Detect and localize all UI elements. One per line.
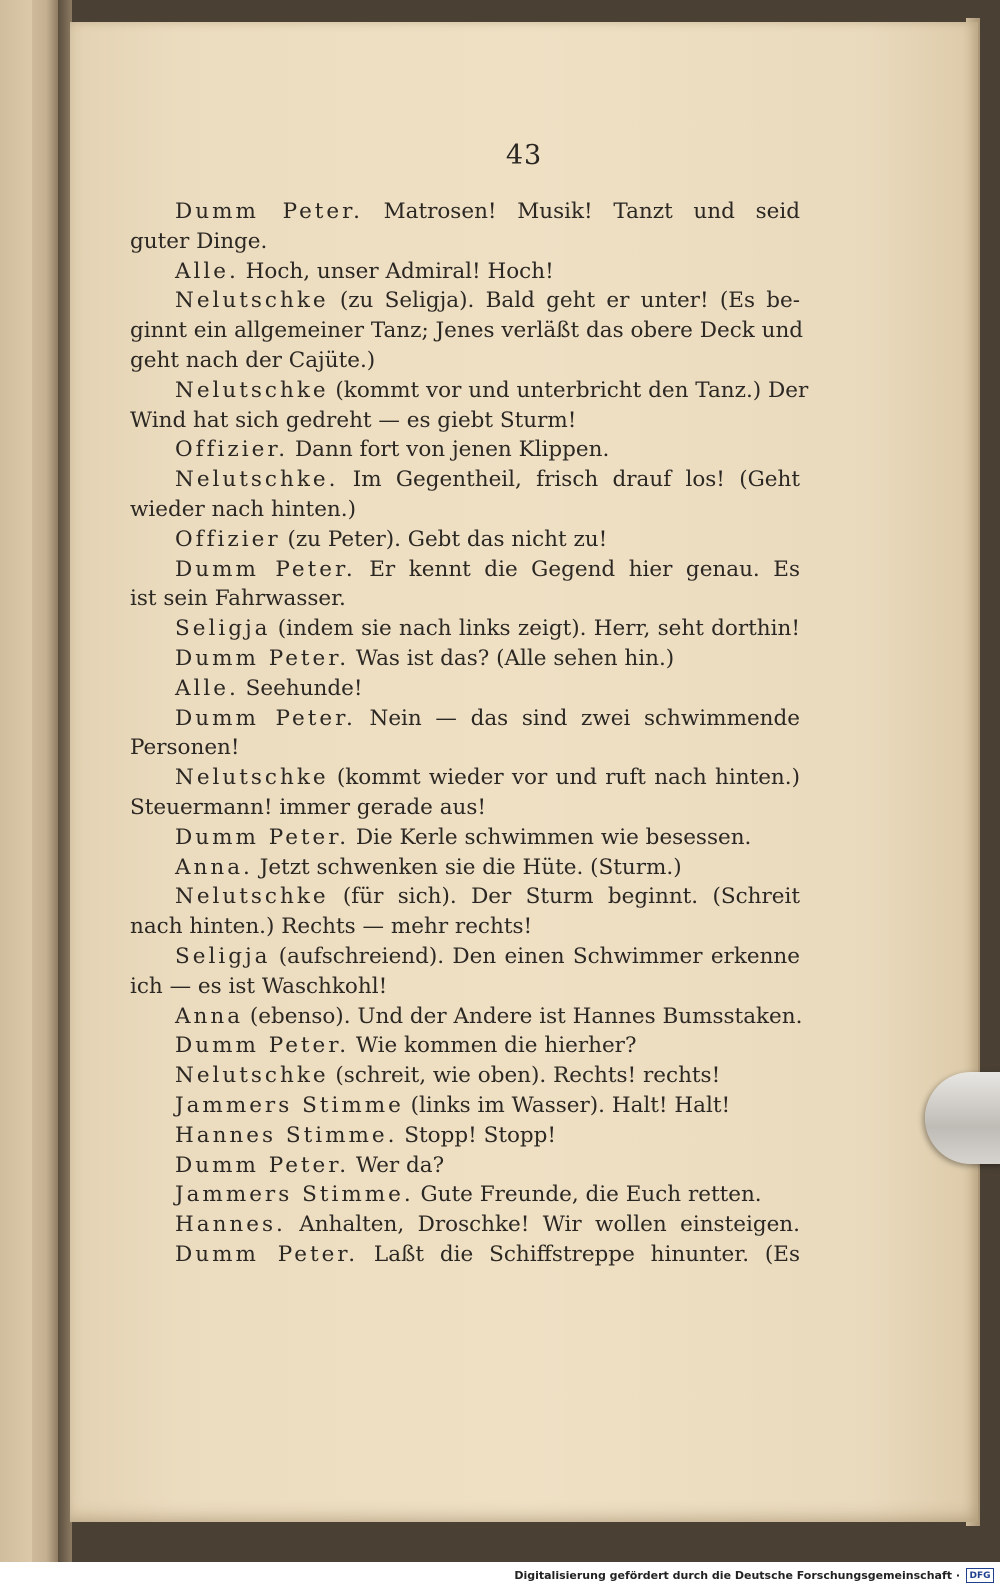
line-text: Wind hat sich gedreht — es giebt Sturm! bbox=[130, 407, 577, 433]
text-line bbox=[175, 287, 800, 315]
text-line bbox=[175, 198, 800, 226]
speaker-name: Nelutschke. bbox=[175, 467, 339, 493]
text-line bbox=[175, 1211, 800, 1239]
line-text: Personen! bbox=[130, 735, 240, 761]
line-text: wieder nach hinten.) bbox=[130, 497, 356, 522]
text-line bbox=[130, 347, 800, 375]
speaker-name: Dumm Peter. bbox=[175, 1242, 359, 1267]
speaker-name: Anna. bbox=[175, 854, 253, 880]
line-text: (für sich). Der Sturm beginnt. (Schreit bbox=[328, 884, 800, 910]
line-text: (schreit, wie oben). Rechts! rechts! bbox=[328, 1063, 721, 1089]
line-text: Steuermann! immer gerade aus! bbox=[130, 795, 487, 820]
text-line bbox=[175, 764, 800, 792]
text-line bbox=[175, 1122, 800, 1150]
text-line bbox=[175, 436, 800, 464]
text-line bbox=[130, 794, 800, 822]
text-line bbox=[175, 556, 800, 584]
text-line bbox=[175, 854, 800, 882]
speaker-name: Seligja bbox=[175, 616, 271, 642]
speaker-name: Dumm Peter. bbox=[175, 646, 350, 671]
speaker-name: Alle. bbox=[175, 675, 239, 701]
speaker-name: Nelutschke bbox=[175, 288, 329, 314]
line-text: Seehunde! bbox=[238, 675, 363, 701]
line-text: nach hinten.) Rechts — mehr rechts! bbox=[130, 914, 533, 940]
text-line bbox=[130, 973, 800, 1001]
text-line bbox=[175, 1032, 800, 1060]
line-text: Wie kommen die hierher? bbox=[349, 1033, 637, 1059]
speaker-name: Hannes. bbox=[175, 1212, 286, 1238]
text-line bbox=[175, 1003, 803, 1031]
line-text: Anhalten, Droschke! Wir wollen einsteigen. bbox=[285, 1212, 800, 1238]
line-text: (zu Peter). Gebt das nicht zu! bbox=[280, 526, 608, 552]
text-line bbox=[175, 466, 800, 494]
text-line bbox=[175, 1241, 800, 1269]
text-line bbox=[130, 407, 800, 435]
line-text: (indem sie nach links zeigt). Herr, seht dorthin! bbox=[270, 616, 800, 642]
speaker-name: Jammers Stimme. bbox=[175, 1182, 414, 1208]
line-text: Dann fort von jenen Klippen. bbox=[288, 437, 610, 463]
text-line bbox=[175, 943, 800, 971]
text-line bbox=[175, 615, 800, 643]
line-text: Er kennt die Gegend hier genau. Es bbox=[355, 556, 801, 582]
line-text: Gute Freunde, die Euch retten. bbox=[413, 1182, 762, 1208]
speaker-name: Anna bbox=[175, 1003, 244, 1029]
line-text: geht nach der Cajüte.) bbox=[130, 348, 376, 373]
page-number: 43 bbox=[505, 140, 543, 171]
line-text: Die Kerle schwimmen wie besessen. bbox=[349, 824, 752, 850]
speaker-name: Jammers Stimme bbox=[175, 1093, 404, 1118]
line-text: guter Dinge. bbox=[130, 228, 268, 254]
line-text: ginnt ein allgemeiner Tanz; Jenes verläßt das obere Deck und bbox=[130, 318, 804, 344]
speaker-name: Dumm Peter. bbox=[175, 824, 350, 850]
line-text: ist sein Fahrwasser. bbox=[130, 586, 346, 612]
text-line bbox=[130, 734, 800, 762]
text-line bbox=[175, 883, 800, 911]
line-text: (links im Wasser). Halt! Halt! bbox=[403, 1093, 731, 1118]
speaker-name: Nelutschke bbox=[175, 1063, 329, 1089]
speaker-name: Dumm Peter. bbox=[175, 556, 356, 582]
previous-page-margin bbox=[0, 0, 32, 1562]
line-text: (kommt wieder vor und ruft nach hinten.) bbox=[328, 765, 800, 791]
line-text: Stopp! Stopp! bbox=[397, 1122, 557, 1148]
speaker-name: Dumm Peter. bbox=[175, 199, 363, 224]
line-text: Wer da? bbox=[349, 1152, 445, 1178]
text-line bbox=[130, 585, 800, 613]
line-text: (aufschreiend). Den einen Schwimmer erkenne bbox=[270, 944, 800, 969]
text-line bbox=[175, 705, 800, 733]
text-line bbox=[175, 824, 800, 852]
line-text: Hoch, unser Admiral! Hoch! bbox=[238, 258, 554, 284]
speaker-name: Nelutschke bbox=[175, 377, 329, 403]
line-text: Jetzt schwenken sie die Hüte. (Sturm.) bbox=[252, 854, 682, 880]
book-page bbox=[70, 22, 978, 1522]
footer-bar bbox=[0, 1562, 1000, 1590]
speaker-name: Nelutschke bbox=[175, 884, 329, 910]
speaker-name: Seligja bbox=[175, 944, 271, 969]
speaker-name: Dumm Peter. bbox=[175, 1033, 350, 1059]
text-line bbox=[130, 228, 800, 256]
line-text: (kommt vor und unterbricht den Tanz.) Der bbox=[328, 377, 809, 403]
text-line bbox=[175, 526, 800, 554]
speaker-name: Offizier bbox=[175, 526, 281, 552]
line-text: Was ist das? (Alle sehen hin.) bbox=[349, 646, 675, 671]
text-line bbox=[175, 1062, 800, 1090]
text-line bbox=[175, 645, 800, 673]
speaker-name: Dumm Peter. bbox=[175, 705, 356, 731]
speaker-name: Dumm Peter. bbox=[175, 1152, 350, 1178]
funding-notice: Digitalisierung gefördert durch die Deutsche Forschungsgemeinschaft · bbox=[514, 1569, 960, 1582]
text-line bbox=[175, 258, 800, 286]
text-line bbox=[175, 675, 800, 703]
line-text: (ebenso). Und der Andere ist Hannes Bumsstaken. bbox=[243, 1003, 803, 1029]
text-line bbox=[130, 317, 804, 345]
speaker-name: Offizier. bbox=[175, 437, 289, 463]
line-text: Im Gegentheil, frisch drauf los! (Geht bbox=[338, 467, 800, 493]
text-line bbox=[130, 496, 800, 524]
speaker-name: Hannes Stimme. bbox=[175, 1122, 398, 1148]
line-text: Nein — das sind zwei schwimmende bbox=[355, 705, 801, 731]
text-line bbox=[175, 1152, 800, 1180]
line-text: ich — es ist Waschkohl! bbox=[130, 973, 388, 999]
dfg-logo: DFG bbox=[966, 1568, 994, 1583]
text-line bbox=[130, 913, 800, 941]
speaker-name: Nelutschke bbox=[175, 765, 329, 791]
speaker-name: Alle. bbox=[175, 258, 239, 284]
line-text: (zu Seligja). Bald geht er unter! (Es be- bbox=[328, 288, 800, 314]
line-text: Matrosen! Musik! Tanzt und seid bbox=[362, 199, 800, 224]
text-line bbox=[175, 1181, 800, 1209]
text-line bbox=[175, 377, 809, 405]
text-line bbox=[175, 1092, 800, 1120]
line-text: Laßt die Schiffstreppe hinunter. (Es bbox=[358, 1242, 800, 1267]
